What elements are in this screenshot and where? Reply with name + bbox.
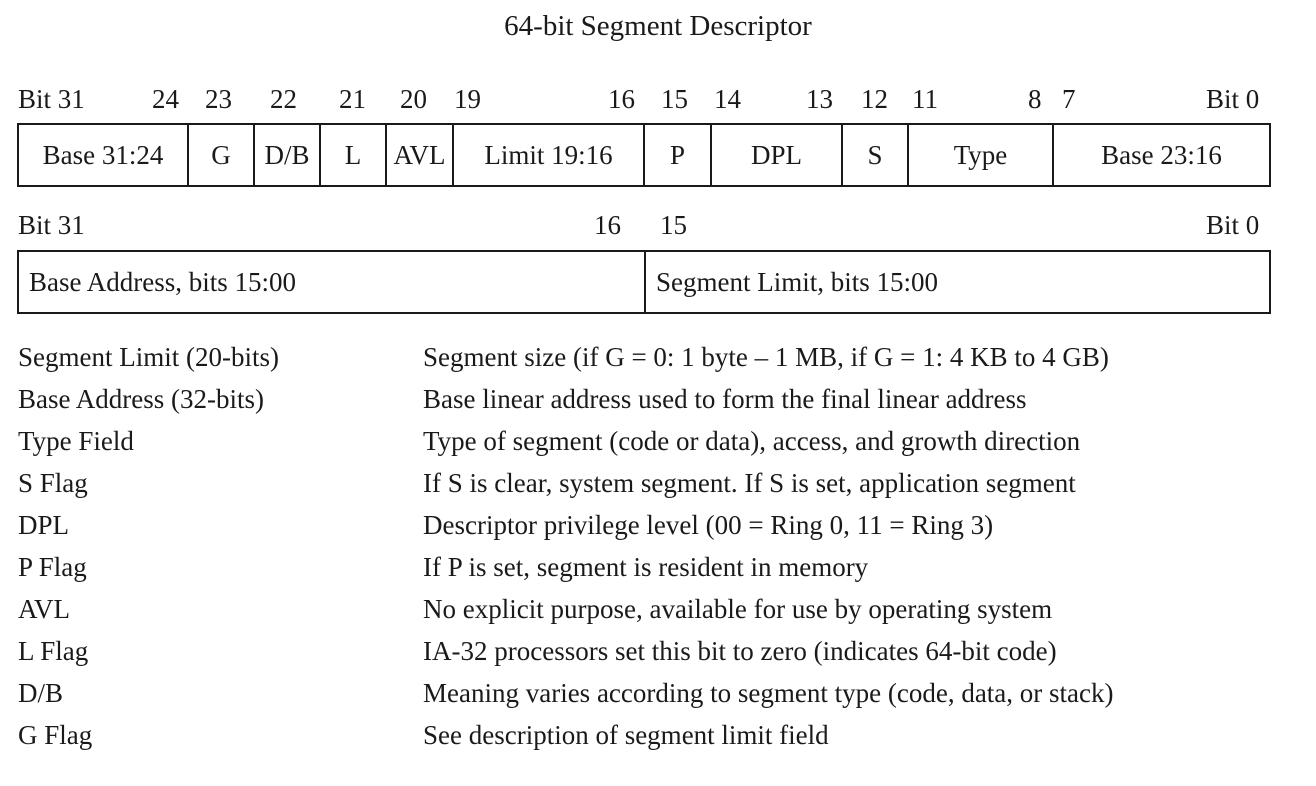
field-type: Type	[909, 125, 1054, 185]
legend-term: G Flag	[18, 720, 93, 750]
legend-description: Descriptor privilege level (00 = Ring 0, 11 = Ring 3)	[423, 510, 994, 540]
field-legend	[18, 336, 1308, 756]
field-segment-limit-15-00: Segment Limit, bits 15:00	[656, 266, 938, 297]
bit-label: 14	[714, 84, 741, 114]
bit-label: 12	[861, 84, 888, 114]
legend-term: L Flag	[18, 636, 89, 666]
legend-row	[18, 462, 1308, 504]
legend-description: Meaning varies according to segment type (code, data, or stack)	[423, 678, 1114, 708]
bit-label: 13	[806, 84, 833, 114]
legend-term: DPL	[18, 510, 70, 540]
legend-row	[18, 672, 1308, 714]
legend-row	[18, 378, 1308, 420]
legend-description: If P is set, segment is resident in memory	[423, 552, 869, 582]
field-d-b: D/B	[255, 125, 321, 185]
legend-description: Base linear address used to form the final linear address	[423, 384, 1027, 414]
legend-row	[18, 588, 1308, 630]
legend-description: IA-32 processors set this bit to zero (indicates 64-bit code)	[423, 636, 1057, 666]
field-g: G	[189, 125, 255, 185]
legend-term: S Flag	[18, 468, 88, 498]
bit-label: 24	[152, 84, 179, 114]
bit-label: 21	[339, 84, 366, 114]
field-base-address-15-00: Base Address, bits 15:00	[19, 252, 646, 312]
legend-term: D/B	[18, 678, 64, 708]
legend-term: Type Field	[18, 426, 134, 456]
bit-label: 20	[400, 84, 427, 114]
field-dpl: DPL	[712, 125, 843, 185]
legend-term: Base Address (32-bits)	[18, 384, 264, 414]
bit-label: 8	[1028, 84, 1042, 114]
legend-row	[18, 714, 1308, 756]
bit-label: 19	[454, 84, 481, 114]
field-l: L	[321, 125, 387, 185]
diagram-title: 64-bit Segment Descriptor	[504, 10, 812, 42]
legend-row	[18, 420, 1308, 462]
legend-row	[18, 504, 1308, 546]
field-p: P	[645, 125, 712, 185]
field-limit-19-16: Limit 19:16	[454, 125, 645, 185]
field-s: S	[843, 125, 909, 185]
bit-label: 15	[661, 84, 688, 114]
legend-description: Segment size (if G = 0: 1 byte – 1 MB, if G = 1: 4 KB to 4 GB)	[423, 342, 1109, 372]
legend-description: Type of segment (code or data), access, and growth direction	[423, 426, 1081, 456]
bit-label: 15	[660, 210, 687, 240]
legend-description: No explicit purpose, available for use by operating system	[423, 594, 1053, 624]
legend-row	[18, 336, 1308, 378]
lower-dword-table	[17, 250, 1271, 314]
legend-term: AVL	[18, 594, 71, 624]
field-base-31-24: Base 31:24	[19, 125, 189, 185]
bit-label: Bit 31	[18, 210, 85, 240]
bit-label: Bit 0	[1206, 84, 1260, 114]
field-base-23-16: Base 23:16	[1101, 139, 1222, 170]
legend-row	[18, 630, 1308, 672]
bit-label: Bit 0	[1206, 210, 1260, 240]
bit-label: 23	[205, 84, 232, 114]
upper-dword-table	[17, 123, 1271, 187]
field-avl: AVL	[387, 125, 454, 185]
bit-label: 7	[1062, 84, 1076, 114]
legend-term: Segment Limit (20-bits)	[18, 342, 279, 372]
bit-label: 16	[608, 84, 635, 114]
legend-row	[18, 546, 1308, 588]
legend-description: If S is clear, system segment. If S is set, application segment	[423, 468, 1076, 498]
legend-description: See description of segment limit field	[423, 720, 829, 750]
legend-term: P Flag	[18, 552, 87, 582]
bit-label: 11	[912, 84, 938, 114]
bit-label: 16	[594, 210, 621, 240]
bit-label: Bit 31	[18, 84, 85, 114]
bit-label: 22	[270, 84, 297, 114]
